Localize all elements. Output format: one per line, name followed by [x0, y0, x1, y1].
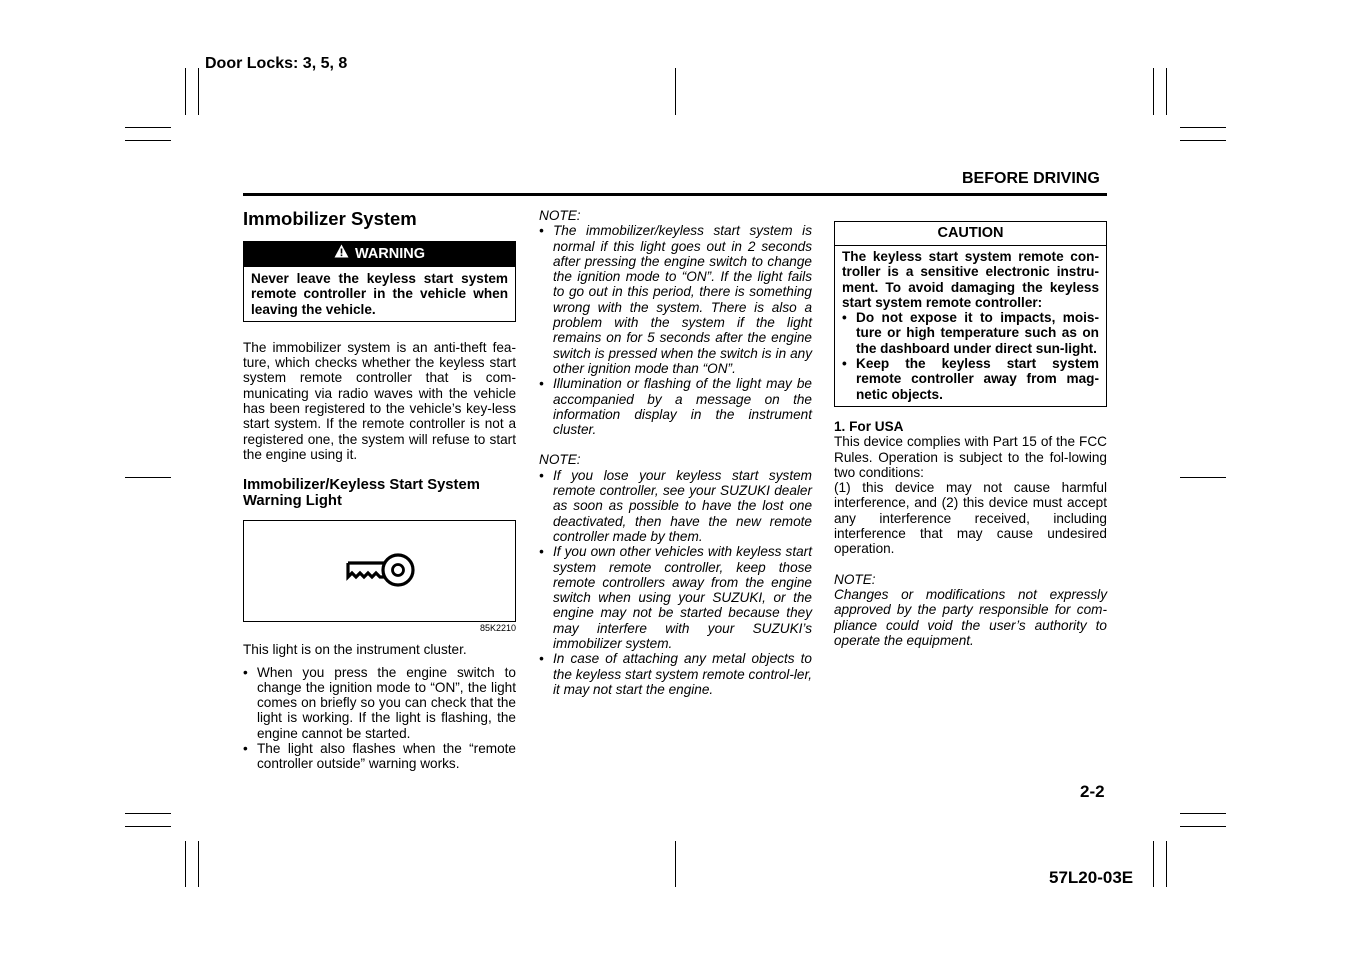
doc-code: 57L20-03E: [1049, 868, 1134, 887]
column-2: [539, 208, 812, 697]
list-item: • The immobilizer/keyless start system is normal if this light goes out in 2 seconds after pressing the engine switch to change the ignition mode to “ON”. If the light fails to go out in this period, there is something wrong with the system. There is also a problem with the system if the light remains on for 5 seconds after the engine switch is pressed when the switch is in any other ignition mode than “ON”.: [539, 223, 812, 376]
list-item: • Illumination or flashing of the light may be accompanied by a message on the information display in the instrument cluster.: [539, 376, 812, 437]
intro-paragraph: The immobilizer system is an anti-theft fea-ture, which checks whether the keyless start system remote controller that is com-municating via radio waves with the vehicle has been registered to the vehicle’s key-less start system. If the remote controller is not a registered one, the system will refuse to start the engine using it.: [243, 339, 516, 462]
usa-title: 1. For USA: [834, 418, 904, 434]
header-rule: [243, 193, 1107, 196]
note-list: [539, 223, 812, 437]
note-label: NOTE:: [539, 452, 581, 468]
light-description: This light is on the instrument cluster.: [243, 642, 467, 658]
list-item: • Do not expose it to impacts, mois-ture or high temperature such as on the dashboard under direct sun-light.: [842, 310, 1099, 356]
page-title: Immobilizer System: [243, 208, 417, 229]
warning-box: [243, 241, 516, 322]
list-item: • The light also flashes when the “remote controller outside” warning works.: [243, 741, 516, 772]
warning-title: WARNING: [354, 246, 426, 262]
key-icon: [342, 550, 418, 593]
caution-list: [842, 310, 1099, 402]
caution-title: CAUTION: [835, 222, 1106, 246]
caution-box: [834, 221, 1107, 407]
section-subtitle: Immobilizer/Keyless Start System Warning Light: [243, 477, 480, 510]
caution-body: [835, 246, 1106, 406]
note-text: Changes or modifications not expressly approved by the party responsible for com-pliance could void the user’s authority to operate the equipment.: [834, 586, 1107, 648]
warning-header: [244, 242, 515, 267]
warning-triangle-icon: [334, 242, 349, 267]
note-list: [539, 468, 812, 697]
list-item: • Keep the keyless start system remote controller away from mag-netic objects.: [842, 356, 1099, 402]
light-bullets: [243, 665, 516, 772]
list-item: • If you lose your keyless start system remote controller, see your SUZUKI dealer as soon as possible to have the lost one deactivated, then have the new remote controller made by them.: [539, 468, 812, 544]
doc-label: Door Locks: 3, 5, 8: [205, 55, 348, 72]
section-header: BEFORE DRIVING: [962, 170, 1100, 187]
column-1: [243, 206, 516, 772]
note-label: NOTE:: [539, 208, 581, 223]
page-number: 2-2: [1080, 782, 1105, 801]
usa-paragraph-2: (1) this device may not cause harmful interference, and (2) this device must accept any interference received, including interference that may cause undesired operation.: [834, 480, 1107, 557]
caution-intro: The keyless start system remote con-troller is a sensitive electronic instru-ment. To avoid damaging the keyless start system remote controller:: [842, 249, 1099, 310]
usa-paragraph-1: This device complies with Part 15 of the FCC Rules. Operation is subject to the fol-lowing two conditions:: [834, 434, 1107, 480]
warning-light-figure: [243, 520, 516, 622]
column-3: [834, 221, 1107, 648]
warning-text: Never leave the keyless start system remote controller in the vehicle when leaving the vehicle.: [251, 271, 508, 317]
list-item: • If you own other vehicles with keyless start system remote controller, keep those remote controllers away from the engine switch when using your SUZUKI, or the engine may not be started because they may interfere with your SUZUKI’s immobilizer system.: [539, 544, 812, 651]
list-item: • In case of attaching any metal objects to the keyless start system remote control-ler, it may not start the engine.: [539, 651, 812, 697]
figure-code: 85K2210: [479, 623, 516, 634]
list-item: • When you press the engine switch to change the ignition mode to “ON”, the light comes on briefly so you can check that the light is working. If the light is flashing, the engine cannot be started.: [243, 665, 516, 741]
note-label: NOTE:: [834, 571, 876, 587]
